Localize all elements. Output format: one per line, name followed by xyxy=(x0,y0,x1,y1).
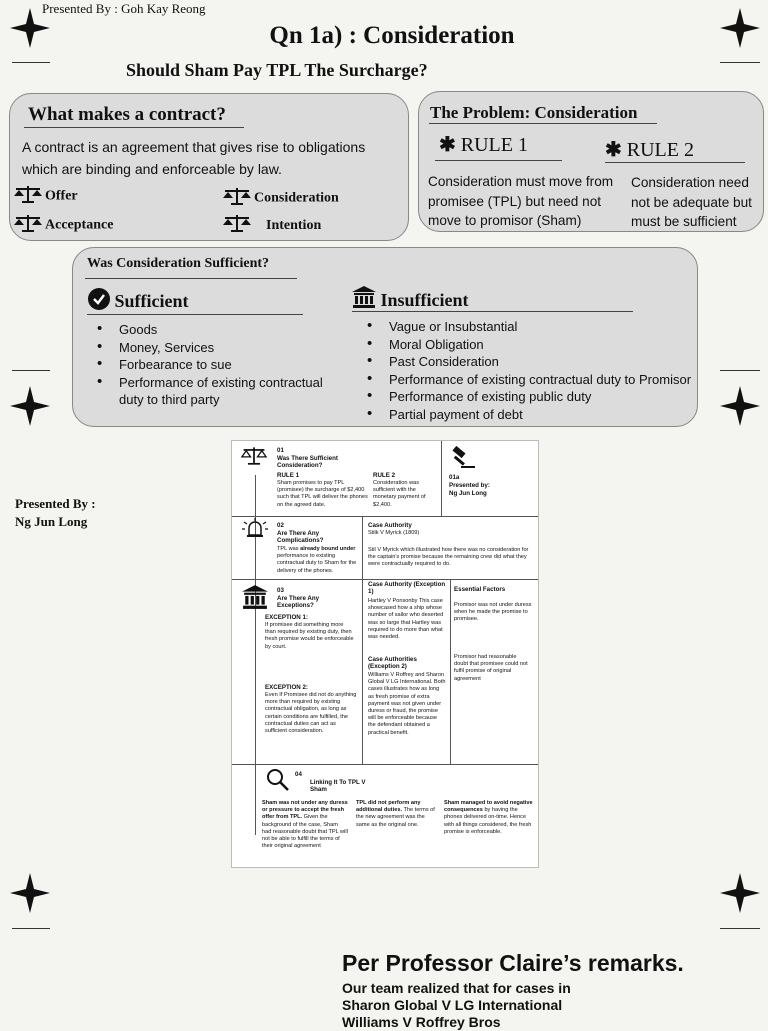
ex2-head: EXCEPTION 2: xyxy=(265,684,308,691)
sufficient-underline xyxy=(87,314,303,315)
list-item: • Forbearance to sue xyxy=(87,356,337,374)
link3: Sham managed to avoid negative consequences by having the phones delivered on-time. Hence with all things considered, the fresh promise is enforceable. xyxy=(444,800,533,835)
insufficient-label: Insufficient xyxy=(352,286,469,313)
scales-icon xyxy=(222,186,254,211)
list-item: • Goods xyxy=(87,321,337,339)
bank-icon xyxy=(352,286,376,313)
check-circle-icon xyxy=(88,288,110,315)
scales-icon xyxy=(13,213,45,238)
sufficient-label: Sufficient xyxy=(88,288,189,315)
s04-title: Linking It To TPL V Sham xyxy=(310,779,366,794)
divider-line xyxy=(720,928,760,929)
element-acceptance: Acceptance xyxy=(13,213,113,238)
rule2-text: Consideration need not be adequate but must be sufficient xyxy=(631,175,752,229)
contract-definition: A contract is an agreement that gives rise to obligations which are binding and enforceable by law. xyxy=(22,139,366,177)
ef-text2: Promisor had reasonable doubt that promisee could not fulfil promise of original agreement xyxy=(454,654,528,682)
link1: Sham was not under any duress or pressure to accept the fresh offer from TPL. Given the background of the case, Sham had reasonable doubt that TPL will not be able to fulfill the terms of their original agreement xyxy=(262,800,348,850)
ex1-text: If promisee did something more than required by existing duty, then fresh promise would be enforceable by court. xyxy=(265,622,354,650)
rule1-underline xyxy=(435,160,562,161)
divider-line xyxy=(12,62,50,63)
alarm-icon xyxy=(242,518,268,543)
ex2-text: Even If Promisee did not do anything more than required by existing contractual obligation, as long as certain conditions are fulfilled, the contractual duties can act as sufficient consideration. xyxy=(265,692,357,735)
section-divider xyxy=(232,764,538,765)
contract-heading: What makes a contract? xyxy=(28,104,226,125)
link2: TPL did not perform any additional duties. The terms of the new agreement was the same as the original one. xyxy=(356,800,435,828)
ca1-head: Case Authority xyxy=(368,522,412,529)
divider-line xyxy=(12,370,50,371)
ef-head: Essential Factors xyxy=(454,586,506,593)
presenter2 xyxy=(15,495,96,531)
section-divider xyxy=(232,516,538,517)
ca1-case: Stilk V Myrick (1809) xyxy=(368,530,420,536)
section-divider xyxy=(450,579,451,764)
section-divider xyxy=(362,516,363,764)
s01a-label: Presented by: xyxy=(449,482,490,489)
s01-rule2-text: Consideration was sufficient with the monetary payment of $2,400. xyxy=(373,480,426,508)
ef-text1: Promisor was not under duress when he made the promise to promisee. xyxy=(454,602,532,623)
rule1-text: Consideration must move from promisee (TPL) but need not move to promisor (Sham) xyxy=(428,174,614,228)
rule2-underline xyxy=(605,162,745,163)
section-divider xyxy=(441,441,442,516)
ca2-text: Hartley V Ponsonby This case showcased how a ship whose number of sailor who deserted was so large that Hartley was required to do more than what was needed. xyxy=(368,598,444,641)
magnifier-icon xyxy=(266,768,290,797)
ca1-text: Stil V Myrick which illustrated how there was no consideration for the captain's promise because the remaining crew did what they were contractually required to do. xyxy=(368,547,529,568)
divider-line xyxy=(12,928,50,929)
infographic xyxy=(231,440,539,868)
gavel-icon xyxy=(449,445,475,474)
asterisk-icon: ✱ xyxy=(605,139,622,161)
scales-icon xyxy=(13,184,45,209)
section-divider xyxy=(232,579,538,580)
rule2-label: ✱ RULE 2 xyxy=(605,139,694,161)
list-item: • Vague or Insubstantial xyxy=(357,318,697,336)
heading-underline xyxy=(85,278,297,279)
s01-rule1-text: Sham promises to pay TPL (promisee) the surcharge of $2,400 such that TPL will deliver the phones on the agreed date. xyxy=(277,480,368,508)
list-item: • Partial payment of debt xyxy=(357,406,697,424)
list-item: • Past Consideration xyxy=(357,353,697,371)
presenter2-label: Presented By : xyxy=(15,496,96,511)
element-consideration: Consideration xyxy=(222,186,339,211)
s01-title: Was There Sufficient Consideration? xyxy=(277,455,338,470)
sufficiency-panel xyxy=(72,247,698,427)
sufficient-list xyxy=(87,321,337,409)
star-decoration-bottom-right xyxy=(720,873,760,913)
problem-heading: The Problem: Consideration xyxy=(430,103,638,122)
divider-line xyxy=(720,62,760,63)
insufficient-underline xyxy=(352,311,633,312)
divider-line xyxy=(720,370,760,371)
ex1-head: EXCEPTION 1: xyxy=(265,614,308,621)
s03-number: 03 xyxy=(277,587,284,594)
scales-icon xyxy=(222,213,254,238)
rule1-label: ✱ RULE 1 xyxy=(439,134,528,156)
star-decoration-mid-right xyxy=(720,386,760,426)
page-subtitle: Should Sham Pay TPL The Surcharge? xyxy=(126,60,428,80)
s02-title: Are There Any Complications? xyxy=(277,530,324,545)
remarks-body: Our team realized that for cases in Sharon Global V LG International Williams V Roffrey Bros xyxy=(342,980,571,1030)
s01a-number: 01a xyxy=(449,474,460,481)
presenter-label: Presented By : Goh Kay Reong xyxy=(42,1,206,16)
sufficiency-heading: Was Consideration Sufficient? xyxy=(87,256,270,271)
list-item: • Performance of existing contractual duty to Promisor xyxy=(357,371,697,389)
element-offer: Offer xyxy=(13,184,78,209)
s02-text: TPL was already bound under performance to existing contractual duty to Sham for the delivery of the phones. xyxy=(277,546,357,574)
scales-icon xyxy=(241,445,267,472)
s01a-name: Ng Jun Long xyxy=(449,490,487,497)
star-decoration-bottom-left xyxy=(10,873,50,913)
s01-number: 01 xyxy=(277,447,284,454)
s02-number: 02 xyxy=(277,522,284,529)
contract-panel xyxy=(9,93,409,241)
s03-title: Are There Any Exceptions? xyxy=(277,595,320,610)
list-item: • Performance of existing contractual duty to third party xyxy=(87,374,337,409)
heading-underline xyxy=(24,127,244,128)
s04-number: 04 xyxy=(295,771,302,778)
heading-underline xyxy=(429,123,657,124)
remarks-heading: Per Professor Claire’s remarks. xyxy=(342,950,684,976)
page-title: Qn 1a) : Consideration xyxy=(269,22,515,49)
presenter2-name: Ng Jun Long xyxy=(15,514,88,529)
ca3-head: Case Authorities (Exception 2) xyxy=(368,656,417,671)
asterisk-icon: ✱ xyxy=(439,134,456,156)
bank-icon xyxy=(242,585,268,614)
list-item: • Performance of existing public duty xyxy=(357,388,697,406)
s01-rule2-head: RULE 2 xyxy=(373,472,396,479)
list-item: • Money, Services xyxy=(87,339,337,357)
element-intention: Intention xyxy=(222,213,321,238)
ca3-text: Williams V Roffrey and Sharon Global V LG International. Both cases illustrates how as long as fresh promise of extra payment was not given under duress or fraud, the promise will be enforceable because the defendant obtained a practical benefit. xyxy=(368,672,446,736)
problem-panel xyxy=(418,91,764,232)
list-item: • Moral Obligation xyxy=(357,336,697,354)
star-decoration-mid-left xyxy=(10,386,50,426)
insufficient-list xyxy=(357,318,697,424)
s01-rule1-head: RULE 1 xyxy=(277,472,300,479)
ca2-head: Case Authority (Exception 1) xyxy=(368,581,446,596)
